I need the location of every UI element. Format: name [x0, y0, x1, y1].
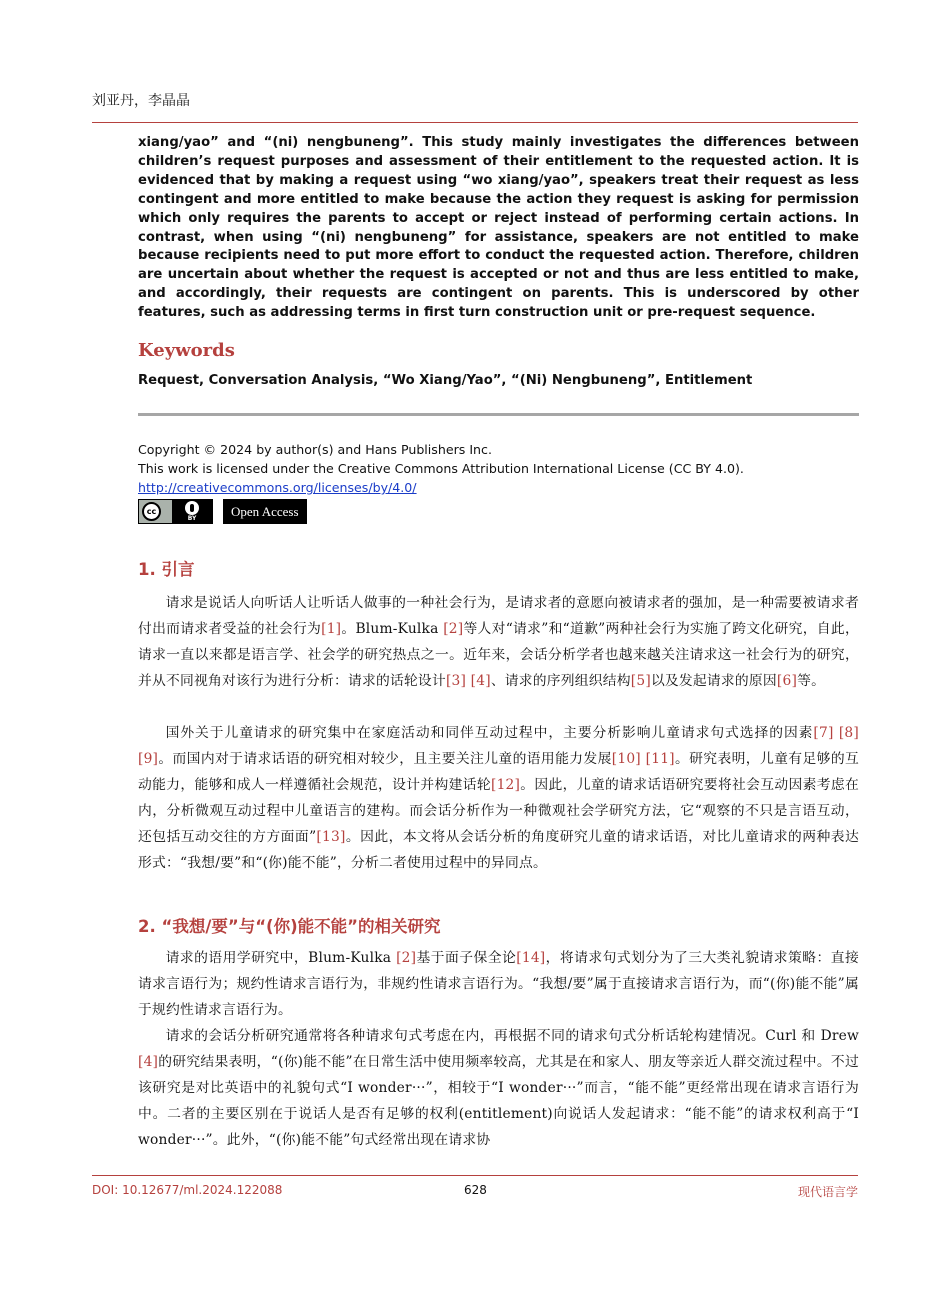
license-link[interactable]: http://creativecommons.org/licenses/by/4.0/: [138, 480, 417, 495]
section-1-paragraph-1: [138, 590, 859, 694]
section-1-heading: 1. 引言: [138, 560, 195, 579]
citation-link[interactable]: [7] [8] [9]: [138, 725, 859, 767]
text-run: 。因此，儿童的请求话语研究要将社会互动因素考虑在内，分析微观互动过程中儿童语言的建构。而会话分析作为一种微观社会学研究方法，它“观察的不只是言语互动，还包括互动交往的方方面面”: [138, 777, 859, 845]
citation-link[interactable]: [6]: [776, 673, 798, 689]
copyright-block: [138, 440, 859, 497]
section-1-paragraph-2: [138, 720, 859, 876]
text-run: 请求是说话人向听话人让听话人做事的一种社会行为，是请求者的意愿向被请求者的强加，是一种需要被请求者付出而请求者受益的社会行为: [138, 595, 859, 637]
footer-divider: [92, 1175, 858, 1176]
text-run: 请求的会话分析研究通常将各种请求句式考虑在内，再根据不同的请求句式分析话轮构建情况。Curl 和 Drew: [165, 1028, 859, 1044]
section-2-paragraph-1: [138, 945, 859, 1023]
copyright-line: Copyright © 2024 by author(s) and Hans Publishers Inc.: [138, 442, 492, 457]
text-run: 等。: [797, 673, 826, 689]
cc-icon: cc: [142, 502, 161, 521]
citation-link[interactable]: [3] [4]: [445, 673, 491, 689]
text-run: 等人对“请求”和“道歉”两种社会行为实施了跨文化研究，自此，请求一直以来都是语言学、社会学的研究热点之一。近年来，会话分析学者也越来越关注请求这一社会行为的研究，并从不同视角对该行为进行分析：请求的话轮设计: [138, 621, 859, 689]
running-header-authors: 刘亚丹，李晶晶: [92, 94, 190, 109]
citation-link[interactable]: [13]: [316, 829, 346, 845]
keywords-text: Request, Conversation Analysis, “Wo Xiang/Yao”, “(Ni) Nengbuneng”, Entitlement: [138, 373, 753, 388]
doi-link[interactable]: DOI: 10.12677/ml.2024.122088: [92, 1183, 283, 1197]
text-run: 以及发起请求的原因: [650, 673, 777, 689]
citation-link[interactable]: [4]: [138, 1054, 159, 1070]
text-run: ，将请求句式划分为了三大类礼貌请求策略：直接请求言语行为；规约性请求言语行为，非规约性请求言语行为。“我想/要”属于直接请求言语行为，而“(你)能不能”属于规约性请求言语行为。: [138, 950, 859, 1018]
header-divider: [92, 122, 858, 123]
text-run: 基于面子保全论: [416, 950, 517, 966]
journal-name: 现代语言学: [797, 1185, 858, 1199]
text-run: 。因此，本文将从会话分析的角度研究儿童的请求话语，对比儿童请求的两种表达形式：“我想/要”和“(你)能不能”，分析二者使用过程中的异同点。: [138, 829, 860, 871]
by-panel: [172, 500, 212, 523]
section-2-heading: 2. “我想/要”与“(你)能不能”的相关研究: [138, 917, 441, 936]
citation-link[interactable]: [5]: [630, 673, 651, 689]
license-badges: [138, 499, 307, 524]
text-run: 国外关于儿童请求的研究集中在家庭活动和同伴互动过程中，主要分析影响儿童请求句式选择的因素: [165, 725, 814, 741]
text-run: 请求的语用学研究中，Blum-Kulka: [165, 950, 397, 966]
citation-link[interactable]: [2]: [443, 621, 464, 637]
keywords-heading: Keywords: [138, 340, 235, 361]
by-label: BY: [187, 515, 197, 522]
citation-link[interactable]: [2]: [396, 950, 417, 966]
citation-link[interactable]: [12]: [491, 777, 521, 793]
abstract-text: xiang/yao” and “(ni) nengbuneng”. This study mainly investigates the differences between children’s request purposes and assessment of their entitlement to the requested action. It is evidenced that by making a request using “wo xiang/yao”, speakers treat their request as less contingent and more entitled to make because the action they request is asking for permission which only requires the parents to accept or reject instead of performing certain actions. In contrast, when using “(ni) nengbuneng” for assistance, speakers are not entitled to make because recipients need to put more effort to conduct the requested action. Therefore, children are uncertain about whether the request is accepted or not and thus are less entitled to make, and accordingly, their requests are contingent on parents. This is underscored by other features, such as addressing terms in first turn construction unit or pre-request sequence.: [138, 135, 859, 321]
license-line: This work is licensed under the Creative Commons Attribution International License (CC BY 4.0).: [138, 461, 744, 476]
citation-link[interactable]: [14]: [516, 950, 546, 966]
open-access-badge[interactable]: Open Access: [223, 499, 307, 524]
text-run: 。研究表明，儿童有足够的互动能力，能够和成人一样遵循社会规范，设计并构建话轮: [138, 751, 859, 793]
section-divider: [138, 413, 859, 416]
cc-by-badge[interactable]: [138, 499, 213, 524]
citation-link[interactable]: [10] [11]: [611, 751, 675, 767]
attribution-person-icon: [185, 501, 199, 515]
text-run: 。而国内对于请求话语的研究相对较少，且主要关注儿童的语用能力发展: [158, 751, 612, 767]
section-2-paragraph-2: [138, 1023, 859, 1153]
text-run: 的研究结果表明，“(你)能不能”在日常生活中使用频率较高，尤其是在和家人、朋友等亲近人群交流过程中。不过该研究是对比英语中的礼貌句式“I wonder···”，相较于“I wonder···”而言，“能不能”更经常出现在请求言语行为中。二者的主要区别在于说话人是否有足够的权利(entitlement)向说话人发起请求：“能不能”的请求权利高于“I wonder···”。此外，“(你)能不能”句式经常出现在请求协: [138, 1054, 859, 1148]
citation-link[interactable]: [1]: [321, 621, 342, 637]
text-run: 。Blum-Kulka: [341, 621, 444, 637]
page-number: 628: [464, 1183, 487, 1197]
text-run: 、请求的序列组织结构: [490, 673, 631, 689]
